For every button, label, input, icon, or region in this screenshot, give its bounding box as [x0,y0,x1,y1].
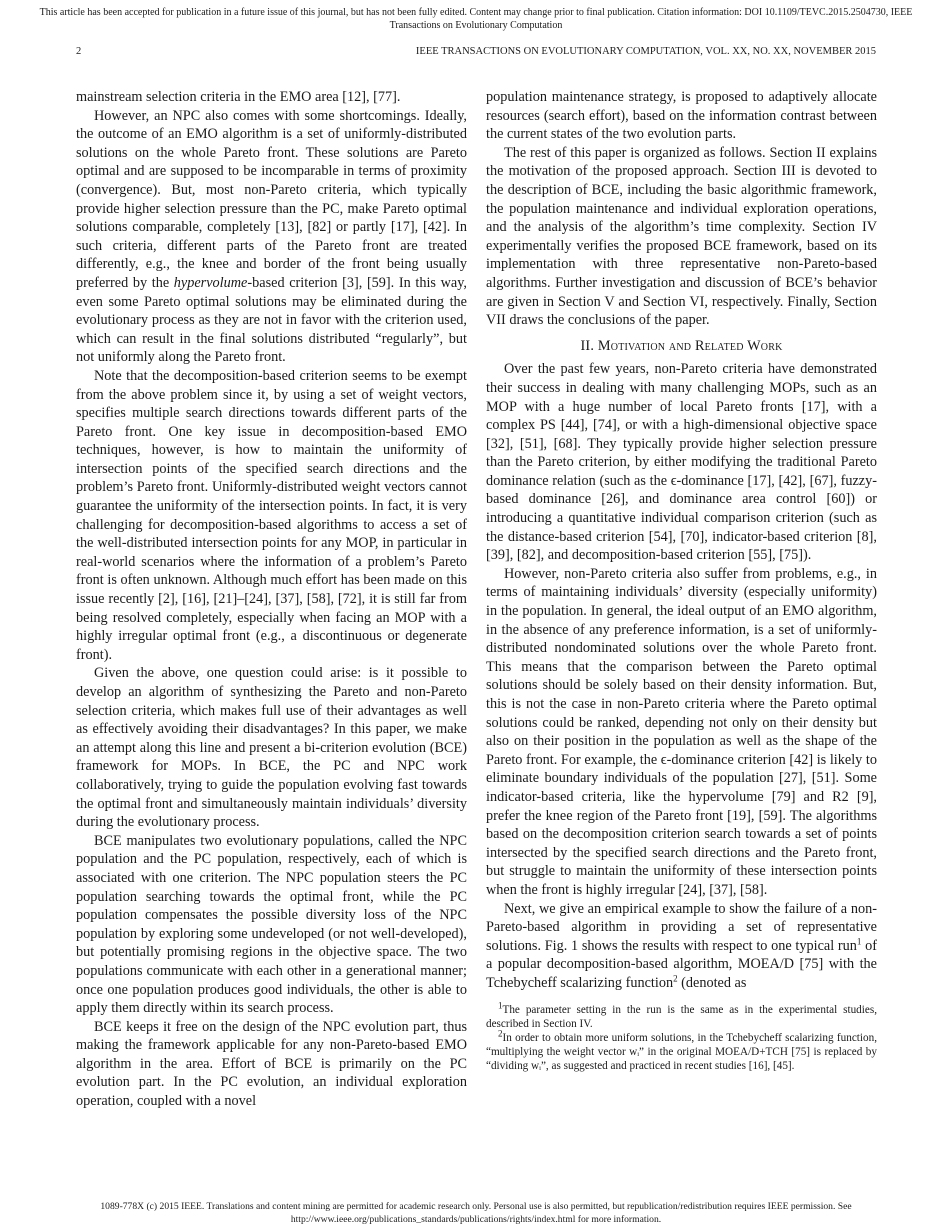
footnotes [486,999,877,1073]
footnote-ref[interactable]: 1 [856,935,862,946]
paragraph-text: (denoted as [677,974,747,991]
footer-line-2[interactable]: http://www.ieee.org/publications_standards/publications/rights/index.html for more information. [290,1214,662,1225]
paragraph: population maintenance strategy, is proposed to adaptively allocate resources (search effort), based on the information contrast between the current states of the two evolution parts. [486,89,877,143]
paragraph-text: -based criterion [3], [59]. In this way, even some Pareto optimal solutions may be eliminated during the evolutionary process as they are not in favor with the criterion used, which can result in the final solutions distributed “regularly”, but not uniformly along the Pareto front. [76,274,467,366]
paragraph: Over the past few years, non-Pareto criteria have demonstrated their success in dealing with many challenging MOPs, such as an MOP with a huge number of local Pareto fronts [17], with a complex PS [44], [74], or with a high-dimensional objective space [32], [51], [68]. They typically provide higher selection pressure than the Pareto criterion, by either modifying the traditional Pareto dominance relation (such as the ϵ-dominance [17], [42], [67], fuzzy-based dominance [26], and dominance area control [60]) or introducing a quantitative individual comparison criterion (such as the distance-based criterion [54], [70], indicator-based criterion [8], [39], [82], and decomposition-based criterion [55], [75]). [486,361,877,564]
paragraph [76,107,467,367]
italic-term: hypervolume [173,274,248,291]
paragraph: Given the above, one question could arise: is it possible to develop an algorithm of synthesizing the Pareto and non-Pareto selection criteria, which makes full use of their advantages as well as effectively avoiding their disadvantages? In this paper, we make an attempt along this line and present a bi-criterion evolution (BCE) framework for MOPs. In BCE, the PC and NPC work collaboratively, trying to guide the population evolving fast towards the optimal front and simultaneously maintain individuals’ diversity during the evolutionary process. [76,665,467,831]
footnote-text: The parameter setting in the run is the same as in the experimental studies, described in Section IV. [486,1003,877,1030]
paragraph-text: However, an NPC also comes with some shortcomings. Ideally, the outcome of an EMO algorithm is a set of uniformly-distributed solutions on the whole Pareto front. These solutions are Pareto optimal and are supposed to be incomparable in terms of proximity (convergence). But, most non-Pareto criteria, which typically provide higher selection pressure than the PC, make Pareto optimal solutions comparable, completely [13], [82] or partly [17], [42]. In such criteria, different parts of the Pareto front are treated differently, e.g., the knee and border of the front being usually preferred by the [76,107,467,291]
paragraph-text: Next, we give an empirical example to show the failure of a non-Pareto-based algorithm in providing a set of representative solutions. Fig. 1 shows the results with respect to one typical run [486,900,877,954]
footnote [486,1027,877,1073]
copyright-footer [30,1200,922,1226]
notice-line-2: Transactions on Evolutionary Computation [389,20,563,31]
footnote-text: In order to obtain more uniform solutions, in the Tchebycheff scalarizing function, “multiplying the weight vector wᵢ” in the original MOEA/D+TCH [75] is replaced by “dividing wᵢ”, as suggested and practiced in recent studies [16], [45]. [486,1031,877,1072]
footer-line-1: 1089-778X (c) 2015 IEEE. Translations and content mining are permitted for academic research only. Personal use is also permitted, but republication/redistribution requires IEEE permission. See [100,1201,852,1212]
section-heading: II. Motivation and Related Work [580,337,783,354]
right-column [486,88,877,1073]
paragraph: The rest of this paper is organized as follows. Section II explains the motivation of the proposed approach. Section III is devoted to the description of BCE, including the basic algorithmic framework, the population maintenance and individual exploration operations, and the analysis of the algorithm’s time complexity. Section IV experimentally verifies the proposed BCE framework, based on its implementation with three representative non-Pareto-based algorithms. Further investigation and discussion of BCE’s behavior are given in Section V and Section VI, respectively. Finally, Section VII draws the conclusions of the paper. [486,144,877,329]
journal-info: IEEE TRANSACTIONS ON EVOLUTIONARY COMPUTATION, VOL. XX, NO. XX, NOVEMBER 2015 [415,46,876,57]
paragraph: BCE manipulates two evolutionary populations, called the NPC population and the PC population, respectively, each of which is associated with one criterion. The NPC population steers the PC population searching towards the optimal front, while the PC population compensates the possible diversity loss of the NPC population by exploring some undeveloped (or not well-developed), but potentially promising regions in the objective space. The two populations communicate with each other in a generational manner; once one population produces good individuals, the other is able to apply them directly within its search process. [76,832,467,1017]
page-number: 2 [76,46,82,57]
paragraph [486,900,877,993]
paragraph-text: of a popular decomposition-based algorithm, MOEA/D [75] with the Tchebycheff scalarizing function [486,937,878,991]
running-head [76,46,876,60]
acceptance-notice [20,6,932,32]
footnote [486,999,877,1031]
paragraph: mainstream selection criteria in the EMO area [12], [77]. [76,89,401,105]
footnote-ref[interactable]: 2 [673,973,678,984]
paragraph: BCE keeps it free on the design of the NPC evolution part, thus making the framework applicable for any non-Pareto-based EMO algorithm in the area. Effort of BCE is primarily on the PC evolution part. In the PC evolution, an individual exploration operation, coupled with a novel [76,1018,467,1110]
notice-line-1: This article has been accepted for publication in a future issue of this journal, but has not been fully edited. Content may change prior to final publication. Citation information: DOI 10.1109/TEVC.2015.2504730, IEEE [39,7,913,18]
footnote-mark: 2 [498,1027,503,1038]
left-column [76,88,467,1111]
paragraph: However, non-Pareto criteria also suffer from problems, e.g., in terms of maintaining individuals’ diversity (especially uniformity) in the population. In general, the ideal output of an EMO algorithm, in the absence of any preference information, is a set of uniformly-distributed nondominated solutions over the whole Pareto front. This means that the comparison between the Pareto optimal solutions should be solely based on their density information. But, this is not the case in non-Pareto criteria where the Pareto optimal solutions could be ranked, depending not only on their density but also on their position in the population as well as the shape of the Pareto front. For example, the ϵ-dominance criterion [42] is likely to eliminate boundary individuals of the population [27], [51]. Some indicator-based criteria, like the hypervolume [79] and R2 [9], prefer the knee region of the Pareto front [19], [59]. The algorithms based on the decomposition criterion search towards a set of points intersected by the specified search directions and the Pareto front, but struggle to maintain the uniformity of these intersection points when the front is highly irregular [24], [37], [58]. [486,565,877,898]
footnote-mark: 1 [498,999,503,1010]
paragraph: Note that the decomposition-based criterion seems to be exempt from the above problem since it, by using a set of weight vectors, specifies multiple search directions towards different parts of the Pareto front. One key issue in decomposition-based EMO techniques, however, is how to maintain the uniformity of intersection points of the specified search directions and the problem’s Pareto front. Uniformly-distributed weight vectors cannot guarantee the uniformity of the intersection points. In fact, it is very challenging for decomposition-based algorithms to access a set of the well-distributed intersection points for any MOP, in particular in real-world scenarios where the information of a problem’s Pareto front is often unknown. Although much effort has been made on this issue recently [2], [16], [21]–[24], [37], [58], [72], it is still far from being resolved completely, especially when facing an MOP with a highly irregular optimal front (e.g., a discontinuous or degenerate front). [76,367,467,663]
